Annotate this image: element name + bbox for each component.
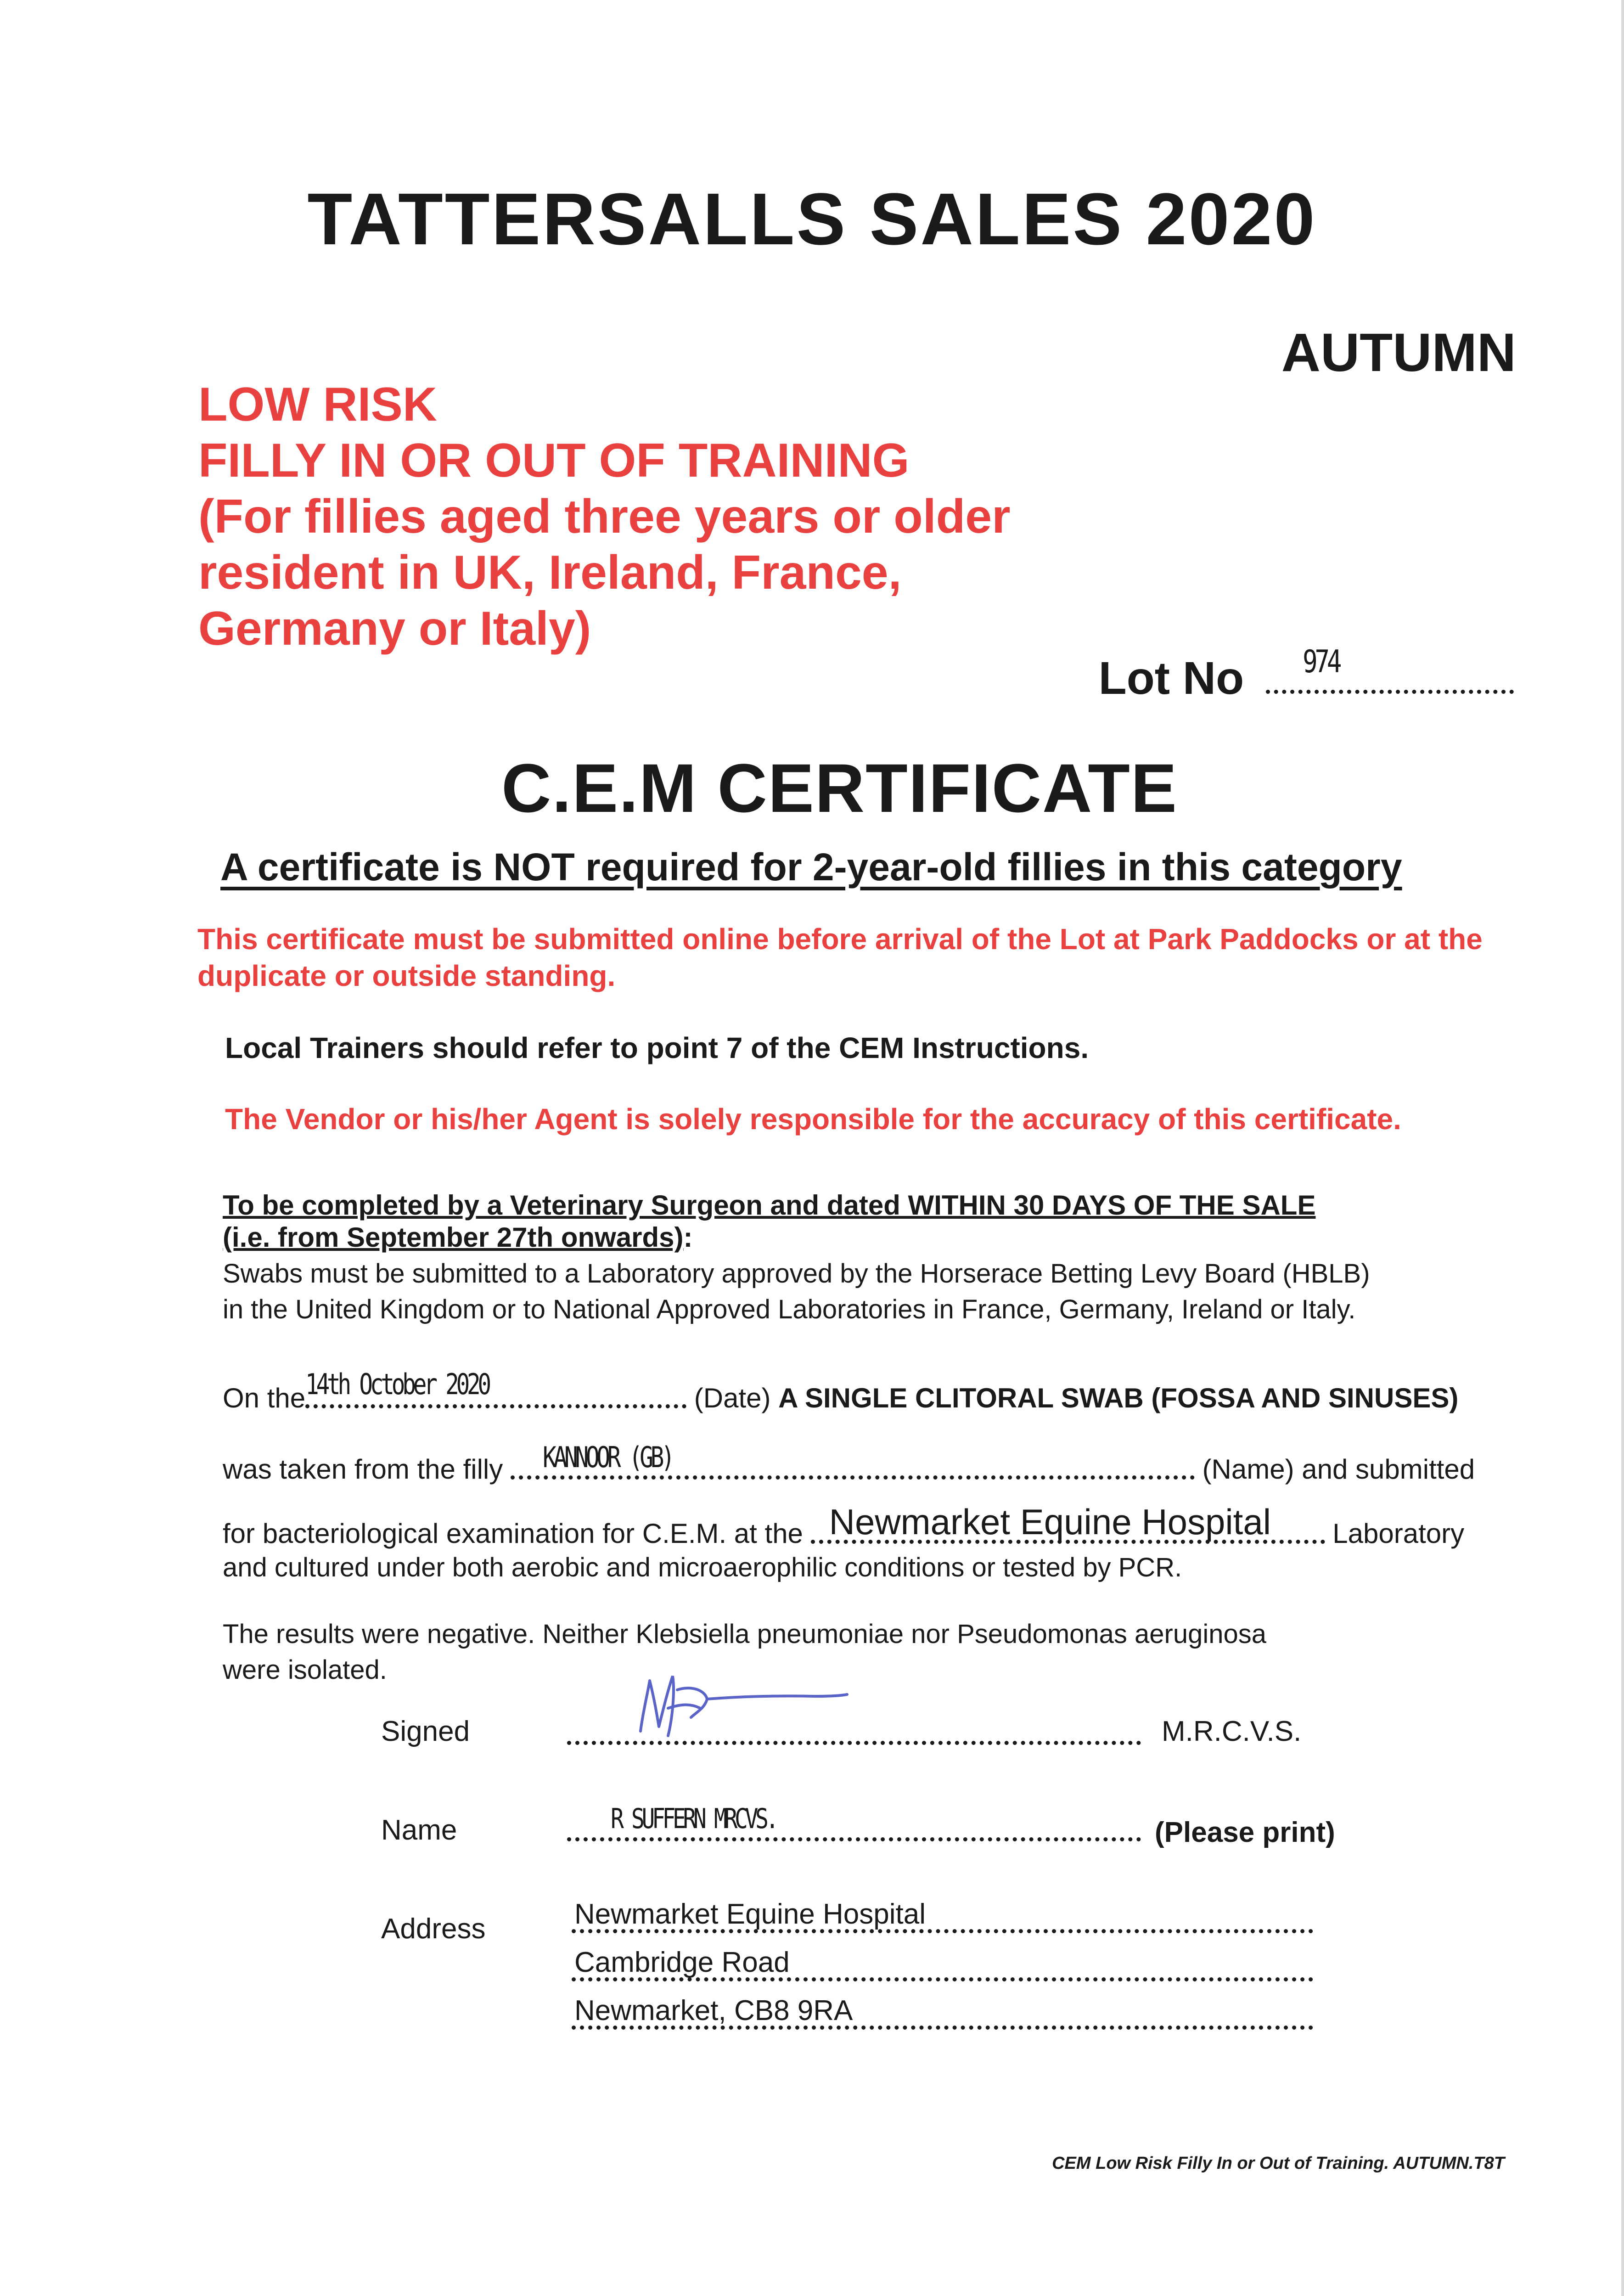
culture-method: and cultured under both aerobic and microaerophilic conditions or tested by PCR. xyxy=(223,1553,1182,1582)
category-line: (For fillies aged three years or older xyxy=(198,490,1011,543)
please-print-label: (Please print) xyxy=(1155,1817,1335,1848)
vet-name-field[interactable] xyxy=(567,1800,1141,1841)
category-line: Germany or Italy) xyxy=(198,602,591,655)
certificate-title: C.E.M CERTIFICATE xyxy=(501,749,1178,827)
instructions-heading xyxy=(223,1189,1315,1254)
filly-prefix: was taken from the filly xyxy=(223,1454,503,1485)
scan-edge xyxy=(1621,0,1624,2296)
lot-value: 974 xyxy=(1303,644,1339,680)
lot-field[interactable] xyxy=(1257,644,1514,694)
footer-reference: CEM Low Risk Filly In or Out of Training. AUTUMN.T8T xyxy=(1052,2154,1505,2173)
category-line: LOW RISK xyxy=(198,378,437,431)
page-title: TATTERSALLS SALES 2020 xyxy=(307,178,1317,260)
category-line: FILLY IN OR OUT OF TRAINING xyxy=(198,434,910,487)
address-line-3[interactable]: Newmarket, CB8 9RA xyxy=(572,1998,1313,2030)
signature-image xyxy=(622,1662,944,1745)
instructions-heading-line: (i.e. from September 27th onwards): xyxy=(223,1222,693,1253)
category-block xyxy=(198,377,1011,657)
category-line: resident in UK, Ireland, France, xyxy=(198,546,902,599)
laboratory-prefix: for bacteriological examination for C.E.M. at the xyxy=(223,1518,803,1549)
swab-description: A SINGLE CLITORAL SWAB (FOSSA AND SINUSES) xyxy=(778,1383,1459,1413)
filly-suffix: (Name) and submitted xyxy=(1202,1454,1475,1485)
submission-notice: This certificate must be submitted online before arrival of the Lot at Park Paddocks or at the duplicate or outside standing. xyxy=(197,923,1483,992)
date-prefix: On the xyxy=(223,1383,306,1413)
signed-label: Signed xyxy=(381,1716,470,1747)
name-label: Name xyxy=(381,1814,457,1846)
date-suffix: (Date) xyxy=(694,1383,771,1413)
instructions-body-line: Swabs must be submitted to a Laboratory approved by the Horserace Betting Levy Board (HBLB) xyxy=(223,1259,1370,1289)
lot-label: Lot No xyxy=(1098,653,1244,704)
local-trainers-note: Local Trainers should refer to point 7 of the CEM Instructions. xyxy=(225,1031,1089,1064)
address-line-1[interactable]: Newmarket Equine Hospital xyxy=(572,1901,1313,1933)
instructions-heading-line: To be completed by a Veterinary Surgeon and dated WITHIN 30 DAYS OF THE SALE xyxy=(223,1190,1316,1221)
address-line-2[interactable]: Cambridge Road xyxy=(572,1949,1313,1981)
mrcvs-label: M.R.C.V.S. xyxy=(1162,1716,1302,1747)
signature-field[interactable] xyxy=(567,1694,1141,1745)
filly-name-value: KANNOOR (GB) xyxy=(542,1441,672,1474)
sale-season: AUTUMN xyxy=(1281,322,1516,383)
laboratory-value: Newmarket Equine Hospital xyxy=(829,1502,1271,1542)
filly-name-field[interactable] xyxy=(511,1441,1195,1479)
laboratory-row xyxy=(223,1502,1465,1549)
vendor-responsibility-note: The Vendor or his/her Agent is solely responsible for the accuracy of this certificate. xyxy=(225,1103,1401,1136)
date-value: 14th October 2020 xyxy=(305,1367,489,1401)
vet-name-value: R SUFFERN MRCVS. xyxy=(611,1803,776,1835)
lot-number xyxy=(1098,644,1514,705)
filly-row xyxy=(223,1441,1475,1485)
date-row xyxy=(223,1367,1459,1414)
instructions-body xyxy=(223,1256,1370,1328)
instructions-body-line: in the United Kingdom or to National Approved Laboratories in France, Germany, Ireland or Italy. xyxy=(223,1294,1356,1324)
results-line: The results were negative. Neither Klebsiella pneumoniae nor Pseudomonas aeruginosa xyxy=(223,1619,1267,1649)
results-line: were isolated. xyxy=(223,1655,387,1685)
certificate-note: A certificate is NOT required for 2-year-old fillies in this category xyxy=(220,845,1402,889)
date-field[interactable] xyxy=(305,1367,686,1407)
address-label: Address xyxy=(381,1913,486,1945)
laboratory-suffix: Laboratory xyxy=(1332,1518,1465,1549)
laboratory-field[interactable] xyxy=(811,1502,1325,1543)
